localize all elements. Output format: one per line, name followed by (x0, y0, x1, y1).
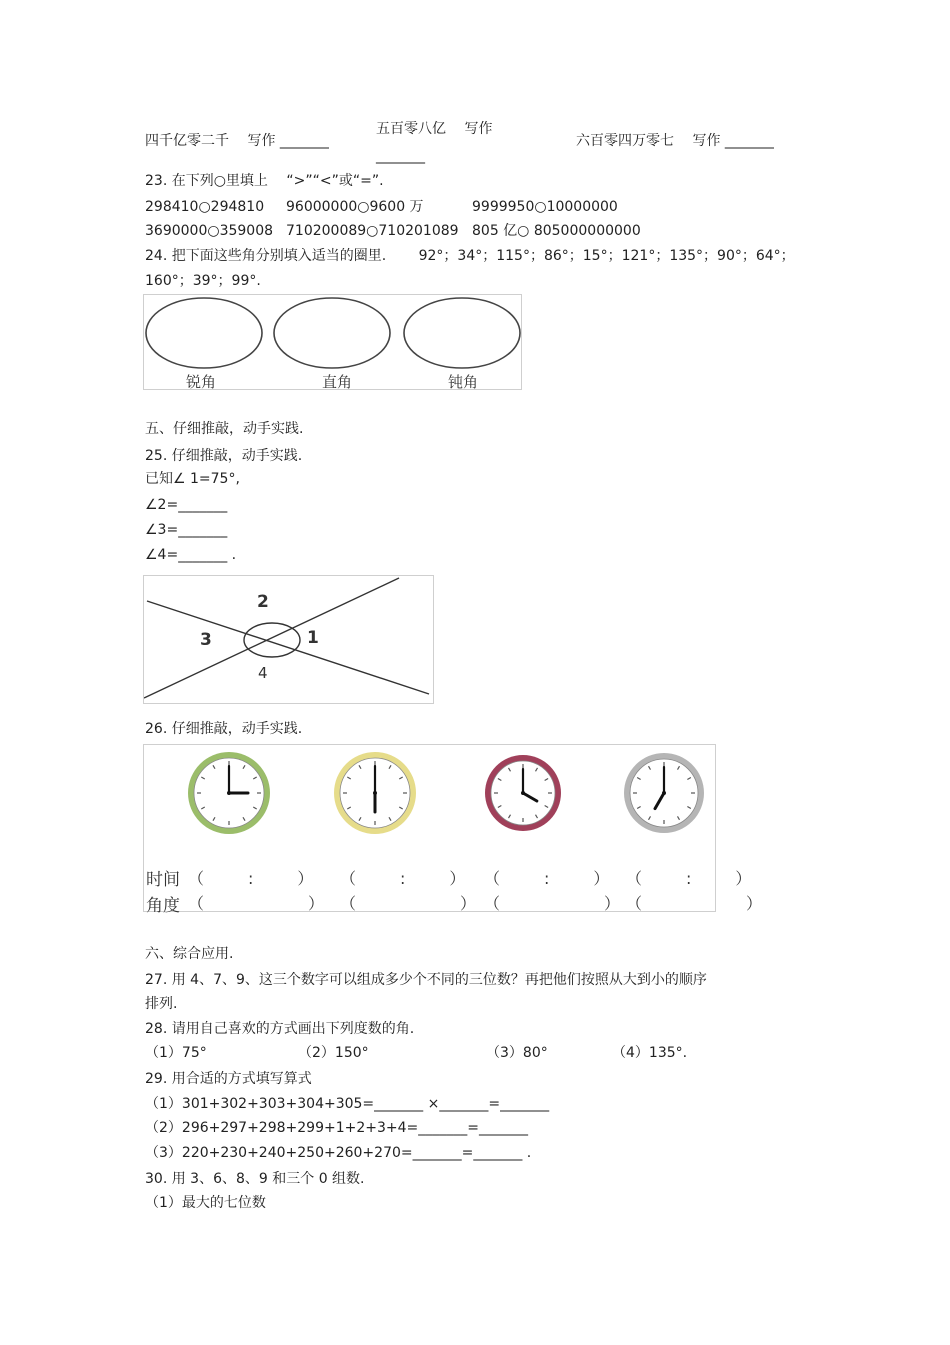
q25-angle3: ∠3=_______ (145, 522, 228, 538)
q23-r2c1: 3690000○359008 (145, 223, 274, 239)
angle-label-4: 4 (258, 664, 268, 682)
q25-given: 已知∠ 1=75°, (145, 471, 240, 487)
q25-title: 25. 仔细推敲，动手实践. (145, 448, 303, 464)
q24-line2: 160°；39°；99°. (145, 273, 261, 289)
clock-center (662, 791, 666, 795)
q27-line1: 27. 用 4、7、9、这三个数字可以组成多少个不同的三位数？再把他们按照从大到小的顺序 (145, 972, 707, 988)
time-blank-1[interactable]: （ : ） (188, 869, 328, 888)
q25-angle2: ∠2=_______ (145, 497, 228, 513)
q29-item-3: （3）220+230+240+250+260+270=_______=_______ . (145, 1145, 532, 1161)
q23-r2c3: 805 亿○ 805000000000 (472, 223, 641, 239)
q23-title: 23. 在下列○里填上 “>”“<”或“=”. (145, 173, 384, 189)
clocks-figure (143, 744, 777, 916)
q23-r1c1: 298410○294810 (145, 199, 265, 215)
q28-item-3: （3）80° (486, 1045, 548, 1061)
angle-label-2: 2 (257, 592, 269, 612)
q28-item-1: （1）75° (145, 1045, 207, 1061)
angle-marker-circle (244, 623, 300, 657)
q23-r1c2: 96000000○9600 万 (286, 199, 424, 215)
q23-r2c2: 710200089○710201089 (286, 223, 459, 239)
oval-label-right: 直角 (322, 373, 353, 391)
section-5-heading: 五、仔细推敲，动手实践. (145, 421, 304, 437)
clock-face (622, 751, 706, 835)
time-blank-3[interactable]: （ : ） (484, 869, 624, 888)
angle-label-1: 1 (307, 628, 319, 648)
write-item-2-blank: _______ (376, 148, 425, 164)
angle-label-3: 3 (200, 630, 212, 650)
section-6-heading: 六、综合应用. (145, 946, 234, 962)
angle-blank-4[interactable]: （ ） (626, 894, 777, 913)
angle-blank-3[interactable]: （ ） (484, 894, 635, 913)
line-b (144, 578, 399, 698)
clock-center (521, 791, 525, 795)
oval-right[interactable] (274, 298, 390, 368)
angle-oval-figure (143, 294, 522, 390)
q30-item-1: （1）最大的七位数 (145, 1195, 266, 1211)
oval-label-obtuse: 钝角 (448, 373, 479, 391)
time-blank-4[interactable]: （ : ） (626, 869, 766, 888)
q28-item-4: （4）135°. (612, 1045, 688, 1061)
q24-line1: 24. 把下面这些角分别填入适当的圈里. 92°；34°；115°；86°；15°；121°；135°；90°；64°； (145, 248, 795, 264)
lines-drawing (144, 576, 433, 703)
time-row-label: 时间 (146, 870, 180, 890)
q23-r1c3: 9999950○10000000 (472, 199, 618, 215)
write-item-1: 四千亿零二千 写作 _______ (145, 133, 329, 149)
q26-title: 26. 仔细推敲，动手实践. (145, 721, 303, 737)
write-item-3: 六百零四万零七 写作 _______ (576, 133, 774, 149)
time-blank-2[interactable]: （ : ） (340, 869, 480, 888)
clock-face (330, 750, 420, 836)
oval-label-acute: 锐角 (186, 373, 217, 391)
oval-obtuse[interactable] (404, 298, 520, 368)
q29-item-1: （1）301+302+303+304+305=_______ ×_______=_______ (145, 1096, 550, 1112)
q30-title: 30. 用 3、6、8、9 和三个 0 组数. (145, 1171, 365, 1187)
write-item-2: 五百零八亿 写作 (376, 121, 493, 137)
angle-row-label: 角度 (146, 896, 180, 916)
clock-center (227, 791, 231, 795)
clock-face (482, 753, 564, 833)
clock-center (373, 791, 377, 795)
angle-blank-2[interactable]: （ ） (340, 894, 491, 913)
line-a (147, 601, 429, 694)
q25-angle4: ∠4=_______ . (145, 547, 237, 563)
intersecting-lines-figure (143, 575, 434, 704)
oval-acute[interactable] (146, 298, 262, 368)
q28-title: 28. 请用自己喜欢的方式画出下列度数的角. (145, 1021, 415, 1037)
q27-line2: 排列. (145, 996, 178, 1012)
q29-item-2: （2）296+297+298+299+1+2+3+4=_______=_______ (145, 1120, 528, 1136)
q28-item-2: （2）150° (298, 1045, 369, 1061)
q29-title: 29. 用合适的方式填写算式 (145, 1071, 312, 1087)
angle-blank-1[interactable]: （ ） (188, 894, 339, 913)
clock-face (184, 750, 274, 836)
